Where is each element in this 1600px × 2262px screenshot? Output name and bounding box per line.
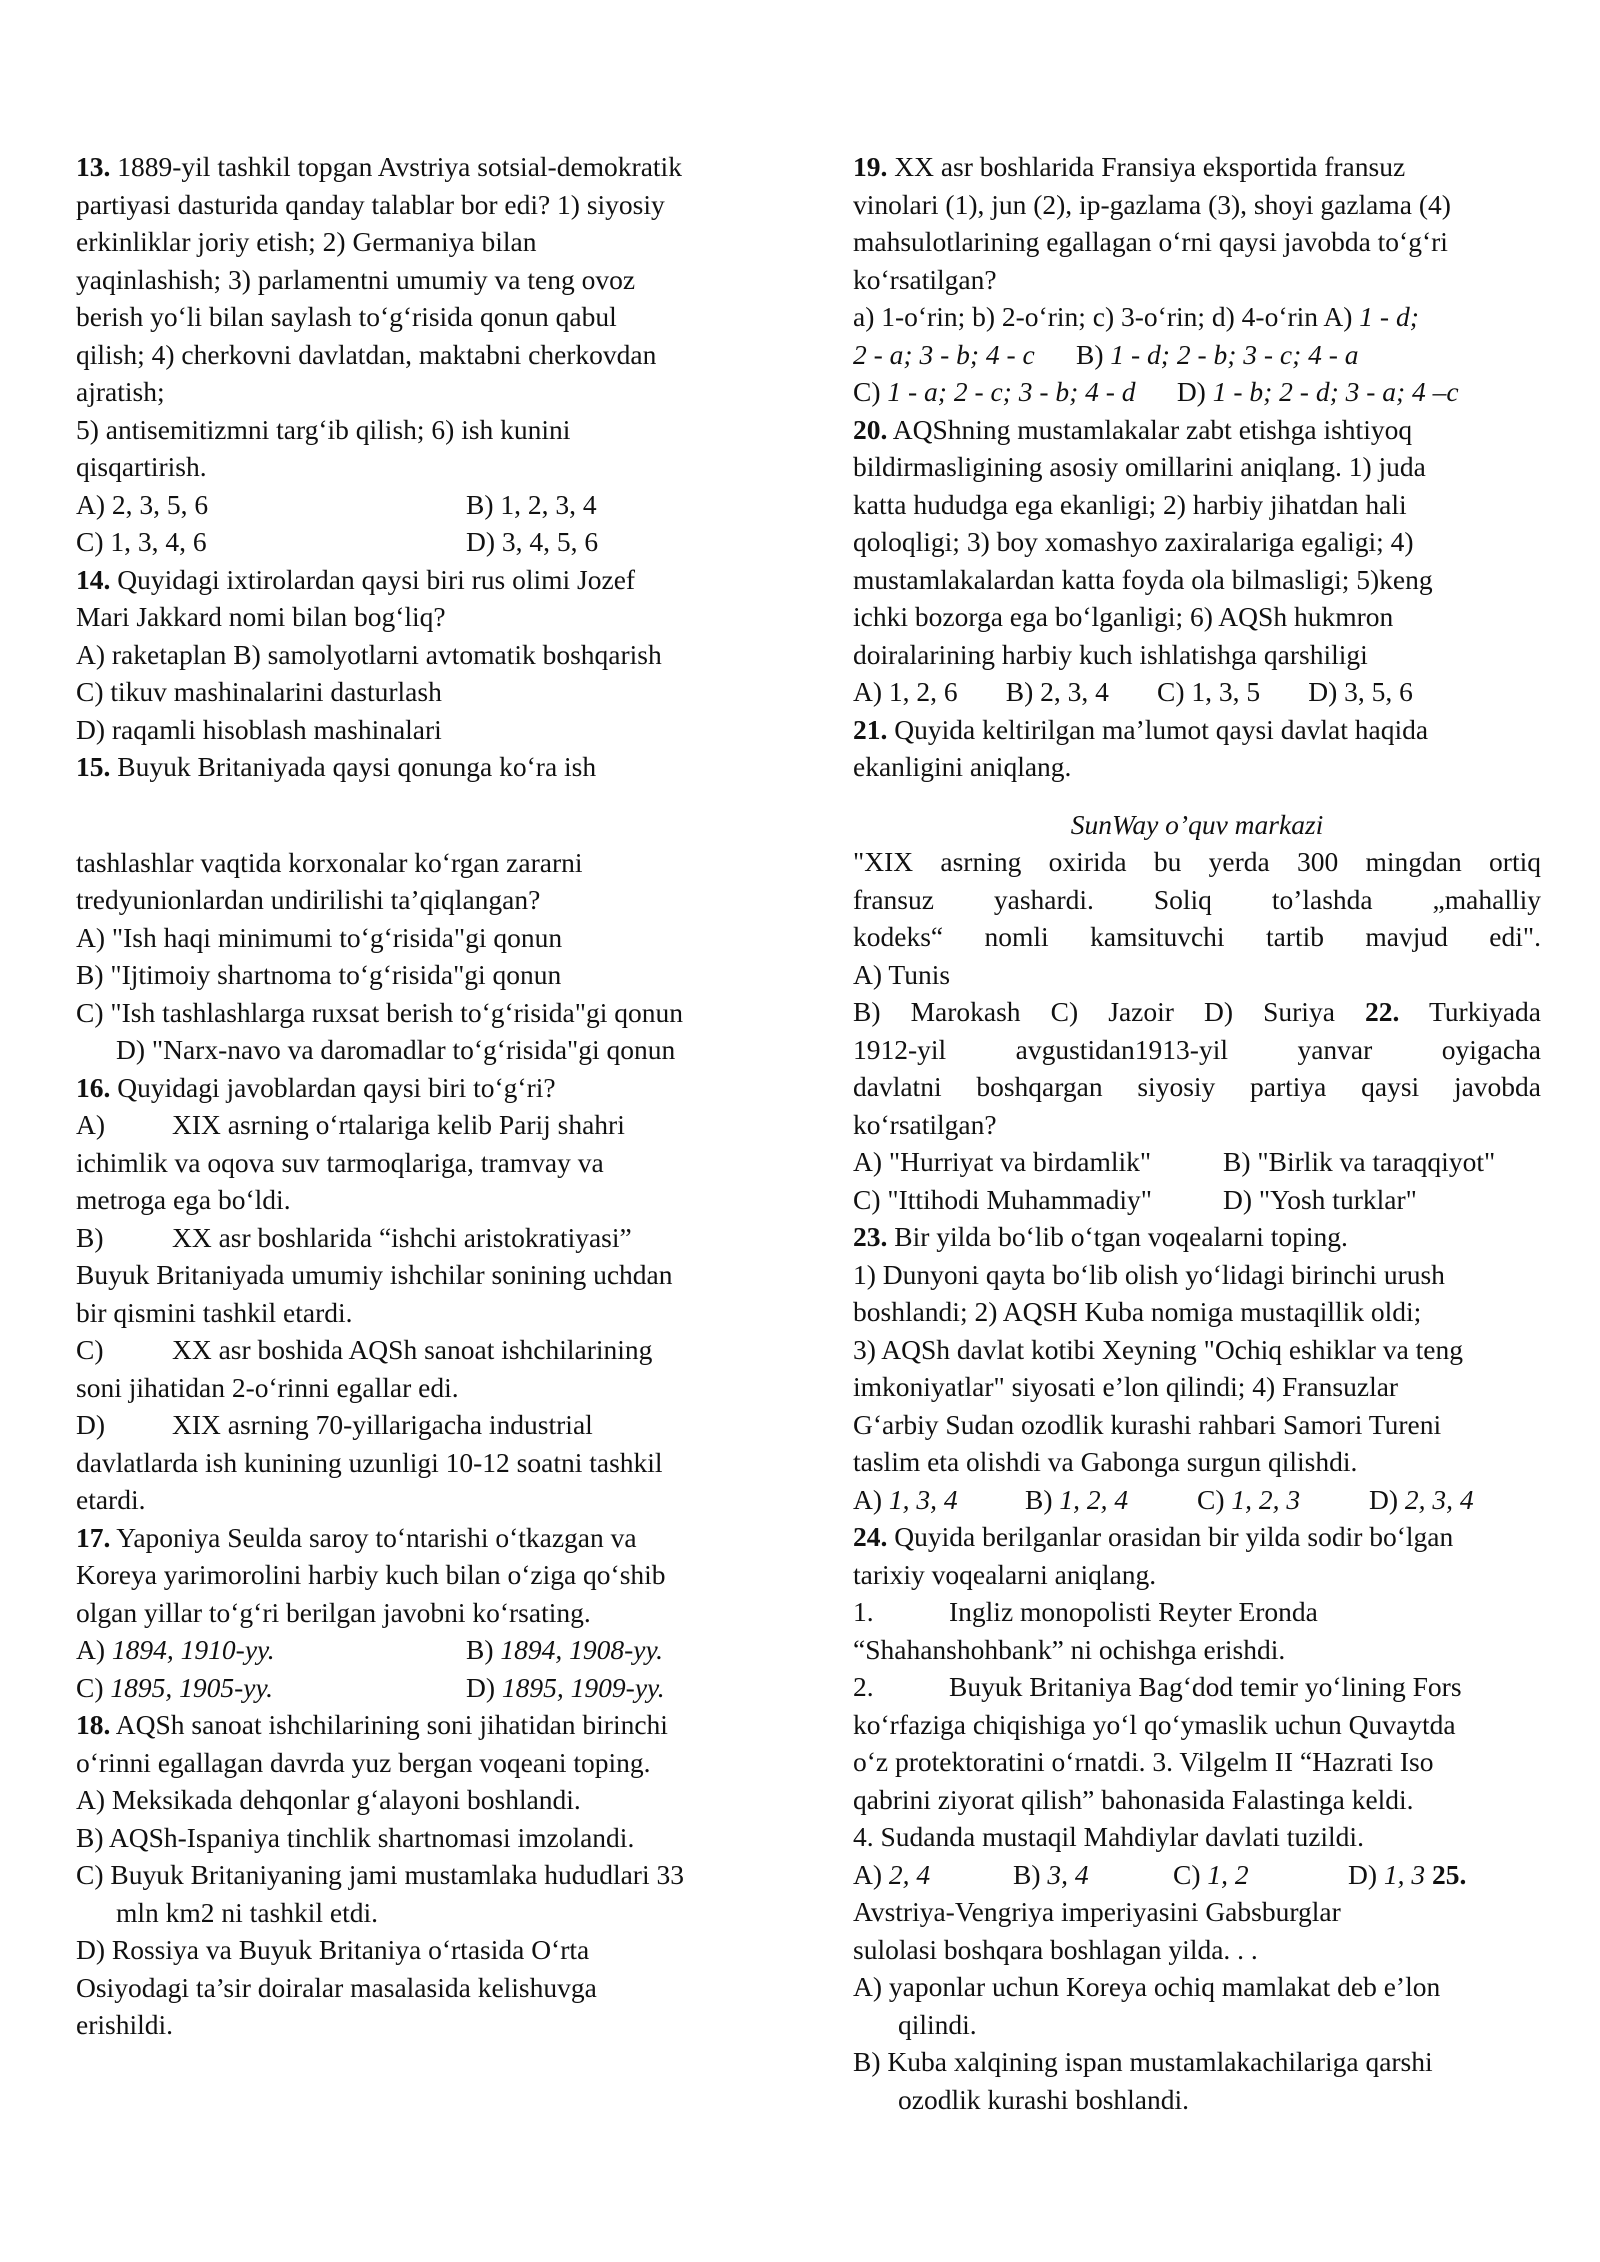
q23-line-4: 3) AQSh davlat kotibi Xeyning "Ochiq eshiklar va teng: [853, 1333, 1464, 1365]
q25-option-a-2: qilindi.: [898, 2008, 977, 2040]
q19-number: 19.: [853, 151, 888, 182]
q22-line-3: davlatni boshqargan siyosiy partiya qaysi javobda: [853, 1071, 1541, 1102]
q20-line-6: ichki bozorga ega bo‘lganligi; 6) AQSh hukmron: [853, 601, 1394, 632]
q18-line-2: o‘rinni egallagan davrda yuz bergan voqeani toping.: [76, 1746, 651, 1778]
q24-item-4: 4. Sudanda mustaqil Mahdiylar davlati tuzildi.: [853, 1821, 1364, 1852]
q18-option-d: D) Rossiya va Buyuk Britaniya o‘rtasida O‘rta: [76, 1934, 590, 1965]
q15-line-3: tredyunionlardan undirilishi ta’qiqlangan?: [76, 884, 541, 915]
q16-option-c: C) XX asr boshida AQSh sanoat ishchilarining: [76, 1334, 653, 1365]
q17-line-1: 17. Yaponiya Seulda saroy to‘ntarishi o‘tkazgan va: [76, 1521, 637, 1553]
q15-option-d: D) "Narx-navo va daromadlar to‘g‘risida"gi qonun: [116, 1034, 676, 1065]
page-gap: [76, 786, 766, 844]
q23-line-1: 23. Bir yilda bo‘lib o‘tgan voqealarni toping.: [853, 1221, 1348, 1252]
q13-option-d: D) 3, 4, 5, 6: [466, 526, 599, 557]
q22-option-c: C) "Ittihodi Muhammadiy": [853, 1183, 1152, 1215]
q16-option-a-3: metroga ega bo‘ldi.: [76, 1184, 291, 1215]
q16-number: 16.: [76, 1071, 111, 1103]
q16-option-c-2: soni jihatidan 2-o‘rinni egallar edi.: [76, 1371, 459, 1403]
q13-line-6: qilish; 4) cherkovni davlatdan, maktabni cherkovdan: [76, 338, 657, 370]
q14-option-d: D) raqamli hisoblash mashinalari: [76, 713, 442, 745]
q21-options-bcd: B) Marokash C) Jazoir D) Suriya 22. Turkiyada: [853, 996, 1542, 1027]
q24-item-2-3: o‘z protektoratini o‘rnatdi. 3. Vilgelm II “Hazrati Iso: [853, 1746, 1434, 1777]
q24-item-1-2: “Shahanshohbank” ni ochishga erishdi.: [853, 1633, 1286, 1665]
q16-option-d: D) XIX asrning 70-yillarigacha industrial: [76, 1409, 593, 1440]
q13-options-cd: [76, 523, 766, 561]
q23-line-5: imkoniyatlar" siyosati e’lon qilindi; 4) Fransuzlar: [853, 1371, 1399, 1402]
q16-option-d-2: davlatlarda ish kunining uzunligi 10-12 soatni tashkil: [76, 1446, 663, 1478]
q17-options-ab: [76, 1631, 766, 1669]
q14-number: 14.: [76, 563, 111, 595]
q19-options-1: a) 1-o‘rin; b) 2-o‘rin; c) 3-o‘rin; d) 4-o‘rin A) 1 - d;: [853, 301, 1419, 332]
q23-line-2: 1) Dunyoni qayta bo‘lib olish yo‘lidagi birinchi urush: [853, 1258, 1445, 1290]
q20-line-4: qoloqligi; 3) boy xomashyo zaxiralariga egaligi; 4): [853, 526, 1414, 557]
q13-line-1: 13. 1889-yil tashkil topgan Avstriya sotsial-demokratik: [76, 151, 682, 182]
q20-line-5: mustamlakalardan katta foyda ola bilmasligi; 5)keng: [853, 563, 1433, 595]
q13-line-3: erkinliklar joriy etish; 2) Germaniya bilan: [76, 226, 537, 257]
q17-option-c: C) 1895, 1905-yy.: [76, 1671, 274, 1703]
q15-option-a: A) "Ish haqi minimumi to‘g‘risida"gi qonun: [76, 921, 563, 953]
q13-line-5: berish yo‘li bilan saylash to‘g‘risida qonun qabul: [76, 301, 617, 332]
q20-line-1: 20. AQShning mustamlakalar zabt etishga ishtiyoq: [853, 413, 1413, 445]
q21-quote-2: fransuz yashardi. Soliq to’lashda „mahalliy: [853, 883, 1541, 915]
q19-line-3: mahsulotlarining egallagan o‘rni qaysi javobda to‘g‘ri: [853, 226, 1448, 257]
q13-line-7: ajratish;: [76, 376, 165, 407]
q20-number: 20.: [853, 413, 888, 445]
q17-option-a: A) 1894, 1910-yy.: [76, 1634, 275, 1665]
q13-line-8: 5) antisemitizmni targ‘ib qilish; 6) ish kunini: [76, 413, 571, 445]
q13-line-9: qisqartirish.: [76, 451, 207, 482]
q23-option-a: A) 1, 3, 4: [853, 1483, 958, 1515]
q22-line-4: ko‘rsatilgan?: [853, 1108, 997, 1140]
q19-options-3: C) 1 - a; 2 - c; 3 - b; 4 - d D) 1 - b; 2 - d; 3 - a; 4 –c: [853, 376, 1459, 407]
q14-options-ab: A) raketaplan B) samolyotlarni avtomatik boshqarish: [76, 638, 662, 670]
q14-line-2: Mari Jakkard nomi bilan bog‘liq?: [76, 601, 446, 632]
q22-option-b: B) "Birlik va taraqqiyot": [1223, 1146, 1496, 1177]
q20-line-3: katta hududga ega ekanligi; 2) harbiy jihatdan hali: [853, 488, 1407, 520]
q13-line-2: partiyasi dasturida qanday talablar bor edi? 1) siyosiy: [76, 188, 665, 220]
q18-option-c-2: mln km2 ni tashkil etdi.: [116, 1896, 379, 1928]
right-column: [853, 148, 1541, 2118]
q17-option-d: D) 1895, 1909-yy.: [466, 1671, 665, 1703]
q22-option-a: A) "Hurriyat va birdamlik": [853, 1146, 1152, 1177]
q18-option-c: C) Buyuk Britaniyaning jami mustamlaka hududlari 33: [76, 1859, 684, 1890]
q21-quote-1: "XIX asrning oxirida bu yerda 300 mingdan ortiq: [853, 846, 1541, 877]
q17-options-cd: [76, 1669, 766, 1707]
q24-item-2: 2. Buyuk Britaniya Bag‘dod temir yo‘lining Fors: [853, 1671, 1462, 1702]
q22-line-2: 1912-yil avgustidan1913-yil yanvar oyigacha: [853, 1033, 1541, 1065]
q21-quote-3: kodeks“ nomli kamsituvchi tartib mavjud edi".: [853, 921, 1541, 952]
q19-line-2: vinolari (1), jun (2), ip-gazlama (3), shoyi gazlama (4): [853, 188, 1451, 220]
q23-number: 23.: [853, 1221, 888, 1252]
q15-line-2: tashlashlar vaqtida korxonalar ko‘rgan zararni: [76, 846, 583, 878]
q20-line-2: bildirmasligining asosiy omillarini aniqlang. 1) juda: [853, 451, 1426, 482]
q18-option-d-3: erishildi.: [76, 2009, 174, 2040]
q23-option-c: C) 1, 2, 3: [1197, 1483, 1301, 1515]
q24-options: [853, 1856, 1541, 1894]
q17-line-2: Koreya yarimorolini harbiy kuch bilan o‘ziga qo‘shib: [76, 1559, 666, 1590]
q24-option-d: D) 1, 3 25.: [1348, 1858, 1467, 1890]
q19-options-2: 2 - a; 3 - b; 4 - c B) 1 - d; 2 - b; 3 - c; 4 - a: [853, 338, 1359, 370]
q24-number: 24.: [853, 1521, 888, 1552]
q15-number: 15.: [76, 751, 111, 782]
q15-option-c: C) "Ish tashlashlarga ruxsat berish to‘g‘risida"gi qonun: [76, 996, 683, 1028]
q23-options: [853, 1481, 1541, 1519]
q24-option-a: A) 2, 4: [853, 1858, 931, 1890]
q13-options-ab: [76, 486, 766, 524]
q25-line-1: Avstriya-Vengriya imperiyasini Gabsburglar: [853, 1896, 1341, 1927]
watermark-text: SunWay o’quv markazi: [1070, 808, 1324, 840]
q24-option-b: B) 3, 4: [1013, 1858, 1089, 1890]
q23-line-3: boshlandi; 2) AQSH Kuba nomiga mustaqillik oldi;: [853, 1296, 1422, 1327]
q24-line-1: 24. Quyida berilganlar orasidan bir yilda sodir bo‘lgan: [853, 1521, 1454, 1552]
q16-option-a: A) XIX asrning o‘rtalariga kelib Parij shahri: [76, 1109, 625, 1140]
q23-line-7: taslim eta olishdi va Gabonga surgun qilishdi.: [853, 1446, 1358, 1477]
q21-line-2: ekanligini aniqlang.: [853, 751, 1072, 782]
q18-option-a: A) Meksikada dehqonlar g‘alayoni boshlandi.: [76, 1784, 581, 1815]
q16-option-d-3: etardi.: [76, 1484, 146, 1515]
q17-line-3: olgan yillar to‘g‘ri berilgan javobni ko‘rsating.: [76, 1596, 591, 1628]
q18-line-1: 18. AQSh sanoat ishchilarining soni jihatidan birinchi: [76, 1709, 668, 1740]
q14-line-1: 14. Quyidagi ixtirolardan qaysi biri rus olimi Jozef: [76, 563, 636, 595]
q18-number: 18.: [76, 1709, 111, 1740]
q25-line-2: sulolasi boshqara boshlagan yilda. . .: [853, 1933, 1258, 1965]
q24-item-2-4: qabrini ziyorat qilish” bahonasida Falastinga keldi.: [853, 1783, 1414, 1815]
q23-option-d: D) 2, 3, 4: [1369, 1483, 1474, 1515]
q18-option-d-2: Osiyodagi ta’sir doiralar masalasida kelishuvga: [76, 1971, 597, 2003]
q23-line-6: G‘arbiy Sudan ozodlik kurashi rahbari Samori Tureni: [853, 1408, 1442, 1440]
q13-line-4: yaqinlashish; 3) parlamentni umumiy va teng ovoz: [76, 263, 636, 295]
q13-number: 13.: [76, 151, 111, 182]
q13-option-c: C) 1, 3, 4, 6: [76, 526, 207, 557]
left-column: [76, 148, 766, 2044]
q22-option-d: D) "Yosh turklar": [1223, 1183, 1417, 1215]
q25-option-b-2: ozodlik kurashi boshlandi.: [898, 2083, 1190, 2115]
q21-line-1: 21. Quyida keltirilgan ma’lumot qaysi davlat haqida: [853, 713, 1429, 745]
q19-line-4: ko‘rsatilgan?: [853, 263, 997, 295]
q19-line-1: 19. XX asr boshlarida Fransiya eksportida fransuz: [853, 151, 1406, 182]
q20-line-7: doiralarining harbiy kuch ishlatishga qarshiligi: [853, 638, 1368, 670]
q24-item-1: 1. Ingliz monopolisti Reyter Eronda: [853, 1596, 1318, 1627]
q23-option-b: B) 1, 2, 4: [1025, 1483, 1129, 1515]
q16-option-b: B) XX asr boshlarida “ishchi aristokratiyasi”: [76, 1221, 632, 1253]
q25-option-b: B) Kuba xalqining ispan mustamlakachilariga qarshi: [853, 2046, 1433, 2077]
q20-options: A) 1, 2, 6 B) 2, 3, 4 C) 1, 3, 5 D) 3, 5, 6: [853, 676, 1413, 707]
q24-item-2-2: ko‘rfaziga chiqishiga yo‘l qo‘ymaslik uchun Quvaytda: [853, 1708, 1456, 1740]
q15-option-b: B) "Ijtimoiy shartnoma to‘g‘risida"gi qonun: [76, 959, 562, 990]
q25-number: 25.: [1432, 1858, 1467, 1890]
q16-option-b-2: Buyuk Britaniyada umumiy ishchilar sonining uchdan: [76, 1259, 673, 1290]
q22-number: 22.: [1365, 996, 1400, 1027]
q25-option-a: A) yaponlar uchun Koreya ochiq mamlakat deb e’lon: [853, 1971, 1441, 2002]
q16-option-a-2: ichimlik va oqova suv tarmoqlariga, tramvay va: [76, 1146, 604, 1178]
q17-number: 17.: [76, 1521, 111, 1553]
spacer: [853, 786, 1541, 806]
q21-number: 21.: [853, 713, 888, 745]
q22-options-ab: [853, 1143, 1541, 1181]
q17-option-b: B) 1894, 1908-yy.: [466, 1634, 664, 1665]
q13-option-a: A) 2, 3, 5, 6: [76, 488, 209, 520]
q21-option-a: A) Tunis: [853, 958, 951, 990]
q16-line-1: 16. Quyidagi javoblardan qaysi biri to‘g‘ri?: [76, 1071, 556, 1103]
q15-line-1: 15. Buyuk Britaniyada qaysi qonunga ko‘ra ish: [76, 751, 597, 782]
q13-option-b: B) 1, 2, 3, 4: [466, 488, 597, 520]
q24-option-c: C) 1, 2: [1173, 1858, 1249, 1890]
q14-option-c: C) tikuv mashinalarini dasturlash: [76, 676, 442, 707]
q22-options-cd: [853, 1181, 1541, 1219]
q18-option-b: B) AQSh-Ispaniya tinchlik shartnomasi imzolandi.: [76, 1821, 635, 1853]
q24-line-2: tarixiy voqealarni aniqlang.: [853, 1558, 1157, 1590]
q16-option-b-3: bir qismini tashkil etardi.: [76, 1296, 353, 1328]
